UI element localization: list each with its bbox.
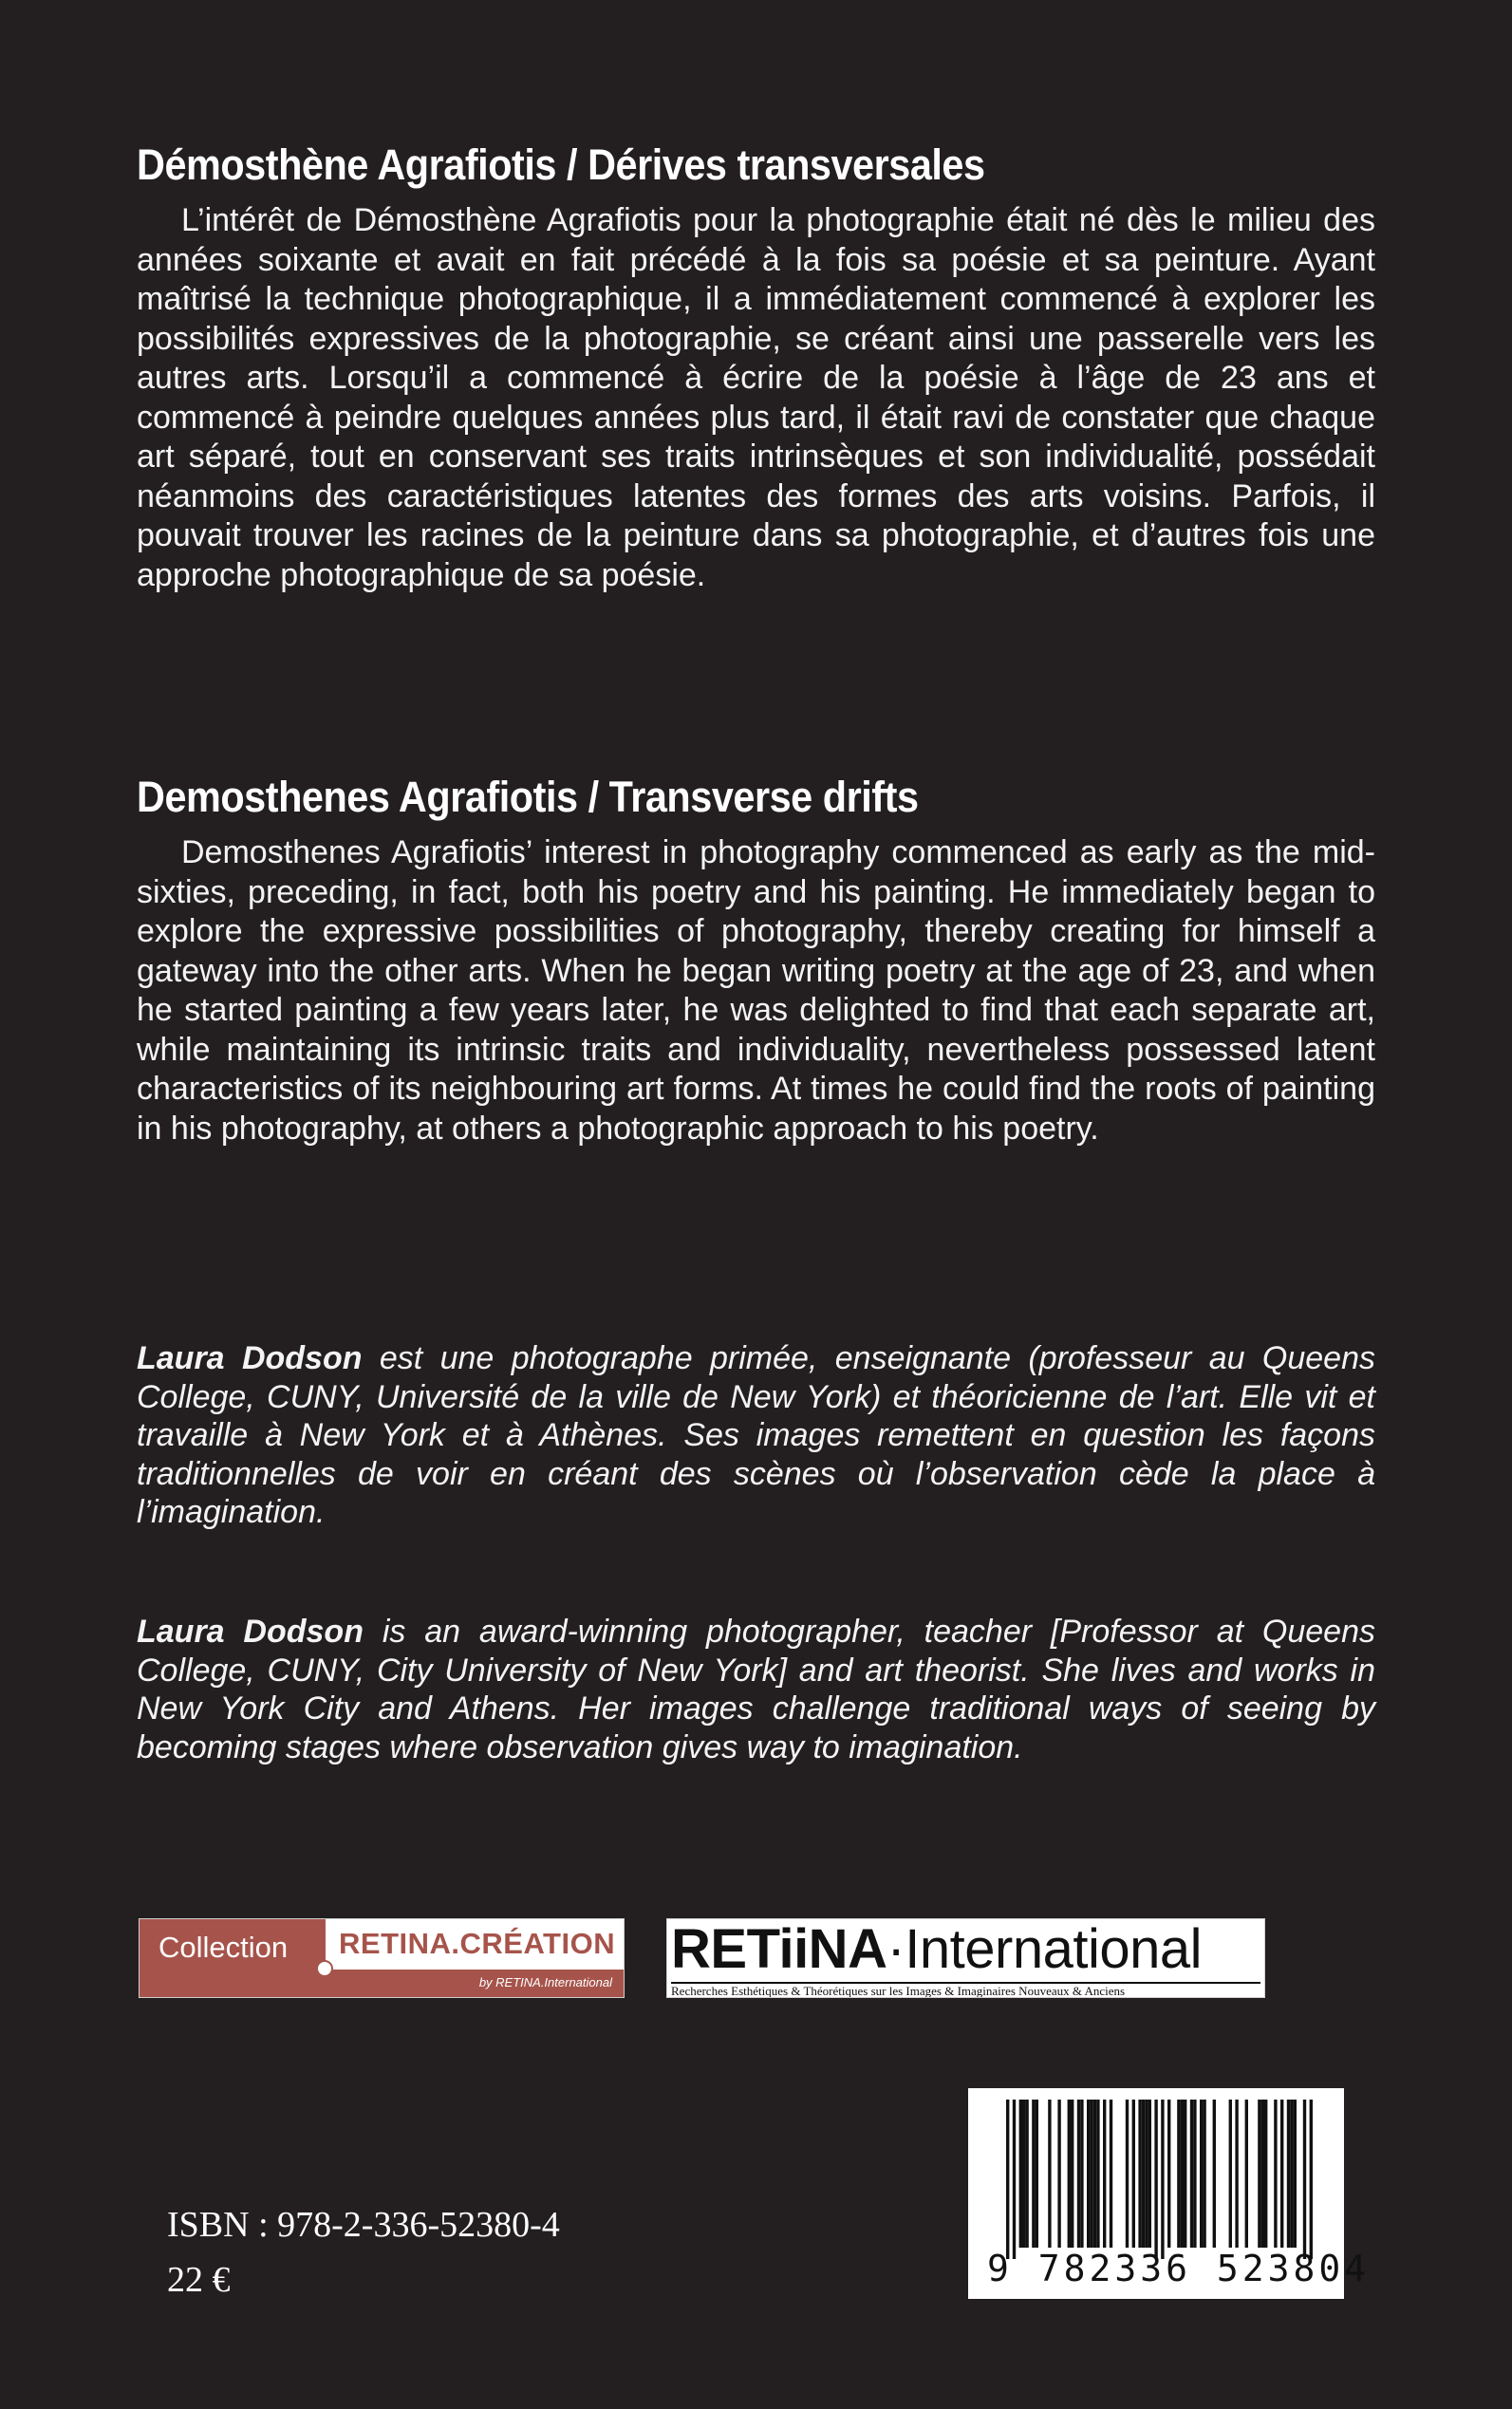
barcode-bar bbox=[1161, 2100, 1164, 2259]
bio-en bbox=[137, 1613, 1375, 1766]
barcode-bar bbox=[1022, 2100, 1025, 2248]
english-heading: Demosthenes Agrafiotis / Transverse drifts bbox=[137, 773, 919, 821]
french-section bbox=[137, 139, 1375, 595]
barcode-bar bbox=[1190, 2100, 1193, 2248]
collection-logo-right-label: RETINA.CRÉATION bbox=[339, 1927, 616, 1960]
barcode-bar bbox=[1203, 2100, 1205, 2248]
isbn: ISBN : 978-2-336-52380-4 bbox=[167, 2205, 560, 2245]
barcode-digits: 9 782336 523804 bbox=[987, 2248, 1371, 2289]
retina-logo-name-rest: ·International bbox=[887, 1918, 1202, 1980]
bio-fr-name: Laura Dodson bbox=[137, 1340, 363, 1376]
barcode-bar bbox=[1145, 2100, 1148, 2248]
barcode-bar bbox=[1245, 2100, 1248, 2248]
bio-fr-section bbox=[137, 1339, 1375, 1532]
barcode-bar bbox=[1090, 2100, 1092, 2248]
collection-logo-dot-icon bbox=[316, 1960, 333, 1977]
collection-logo-sub bbox=[326, 1970, 625, 1998]
barcode-bar bbox=[1229, 2100, 1232, 2248]
barcode-bar bbox=[1193, 2100, 1196, 2248]
barcode-bar bbox=[1280, 2100, 1283, 2248]
barcode-bar bbox=[1057, 2100, 1060, 2248]
barcode-bar bbox=[1258, 2100, 1260, 2248]
barcode-bar bbox=[1006, 2100, 1009, 2259]
collection-logo-left-label: Collection bbox=[159, 1931, 289, 1964]
barcode-bar bbox=[1019, 2100, 1022, 2248]
barcode-bar bbox=[1294, 2100, 1297, 2248]
english-section bbox=[137, 771, 1375, 1148]
english-body: Demosthenes Agrafiotis’ interest in photography commenced as early as the mid-sixties, preceding, in fact, both his poetry and his painting. He immediately began to explore the expressive possibilities of photography, thereby creating for himself a gateway into the other arts. When he began writing poetry at the age of 23, and when he started painting a few years later, he was delighted to find that each separate art, while maintaining its intrinsic traits and individuality, nevertheless possessed latent characteristics of its neighbouring art forms. At times he could find the roots of painting in his photography, at others a photographic approach to his poetry. bbox=[137, 834, 1375, 1147]
barcode-bar bbox=[1093, 2100, 1096, 2248]
barcode-bar bbox=[1096, 2100, 1099, 2248]
barcode-bar bbox=[1025, 2100, 1028, 2248]
bio-en-name: Laura Dodson bbox=[137, 1614, 364, 1650]
barcode-bar bbox=[1048, 2100, 1051, 2248]
barcode-bar bbox=[1213, 2100, 1216, 2248]
retina-logo-name bbox=[671, 1918, 1202, 1982]
barcode-bar bbox=[1235, 2100, 1238, 2248]
barcode-bar bbox=[1103, 2100, 1106, 2248]
price: 22 € bbox=[167, 2260, 231, 2300]
bio-fr bbox=[137, 1339, 1375, 1532]
collection-retina-creation-logo bbox=[139, 1918, 625, 1998]
barcode-bar bbox=[1184, 2100, 1186, 2248]
barcode-bar bbox=[1181, 2100, 1184, 2248]
barcode-bar bbox=[1036, 2100, 1038, 2248]
barcode-bar bbox=[1167, 2100, 1170, 2248]
french-body: L’intérêt de Démosthène Agrafiotis pour la photographie était né dès le milieu des années soixante et avait en fait précédé à la fois sa poésie et sa peinture. Ayant maîtrisé la technique photographique, il a immédiatement commencé à explorer les possibilités expressives de la photographie, se créant ainsi une passerelle vers les autres arts. Lorsqu’il a commencé à écrire de la poésie à l’âge de 23 ans et commencé à peindre quelques années plus tard, il était ravi de constater que chaque art séparé, tout en conservant ses traits intrinsèques et son individualité, possédait néanmoins des caractéristiques latentes des formes des arts voisins. Parfois, il pouvait trouver les racines de la peinture dans sa photographie, et d’autres fois une approche photographique de sa poésie. bbox=[137, 202, 1375, 593]
retina-international-logo bbox=[666, 1918, 1265, 1998]
barcode-bar bbox=[1132, 2100, 1135, 2248]
barcode-bar bbox=[1126, 2100, 1129, 2248]
barcode-bar bbox=[1274, 2100, 1277, 2248]
french-heading: Démosthène Agrafiotis / Dérives transversales bbox=[137, 140, 985, 189]
barcode-bar bbox=[1200, 2100, 1203, 2248]
collection-logo-sub-label: by RETINA.International bbox=[478, 1975, 612, 1989]
barcode-bar bbox=[1071, 2100, 1073, 2248]
barcode-bar bbox=[1290, 2100, 1293, 2248]
barcode-bar bbox=[1077, 2100, 1080, 2248]
barcode-bar bbox=[1138, 2100, 1141, 2248]
barcode-bar bbox=[1264, 2100, 1267, 2248]
collection-logo-left bbox=[140, 1919, 326, 1998]
bio-fr-text: est une photographe primée, enseignante (professeur au Queens College, CUNY, Université de la ville de New York) et théoricienne de l’art. Elle vit et travaille à New York et à Athènes. Ses images remettent en question les façons traditionnelles de voir en créant des scènes où l’observation cède la place à l’imagination. bbox=[137, 1340, 1375, 1530]
barcode-bar bbox=[1032, 2100, 1035, 2248]
barcode-bar bbox=[1087, 2100, 1090, 2248]
retina-logo-name-bold: RETiiNA bbox=[671, 1918, 887, 1980]
barcode-bar bbox=[1154, 2100, 1157, 2259]
barcode-bar bbox=[1287, 2100, 1290, 2248]
retina-logo-tagline: Recherches Esthétiques & Théorétiques sur les Images & Imaginaires Nouveaux & Anciens bbox=[671, 1984, 1126, 1998]
barcode-bar bbox=[1148, 2100, 1151, 2248]
barcode bbox=[968, 2088, 1371, 2299]
bio-en-text: is an award-winning photographer, teacher [Professor at Queens College, CUNY, City University of New York] and art theorist. She lives and works in New York City and Athens. Her images challenge traditional ways of seeing by becoming stages where observation gives way to imagination. bbox=[137, 1614, 1376, 1765]
barcode-bar bbox=[1013, 2100, 1016, 2259]
bio-en-section bbox=[137, 1613, 1375, 1766]
barcode-bar bbox=[1068, 2100, 1071, 2248]
barcode-bar bbox=[1142, 2100, 1145, 2248]
barcode-bar bbox=[1080, 2100, 1083, 2248]
barcode-bar bbox=[1177, 2100, 1180, 2248]
barcode-bar bbox=[1303, 2100, 1306, 2259]
collection-logo-right bbox=[326, 1919, 625, 1970]
barcode-bar bbox=[1310, 2100, 1313, 2259]
barcode-bar bbox=[1261, 2100, 1264, 2248]
barcode-bar bbox=[1110, 2100, 1112, 2248]
